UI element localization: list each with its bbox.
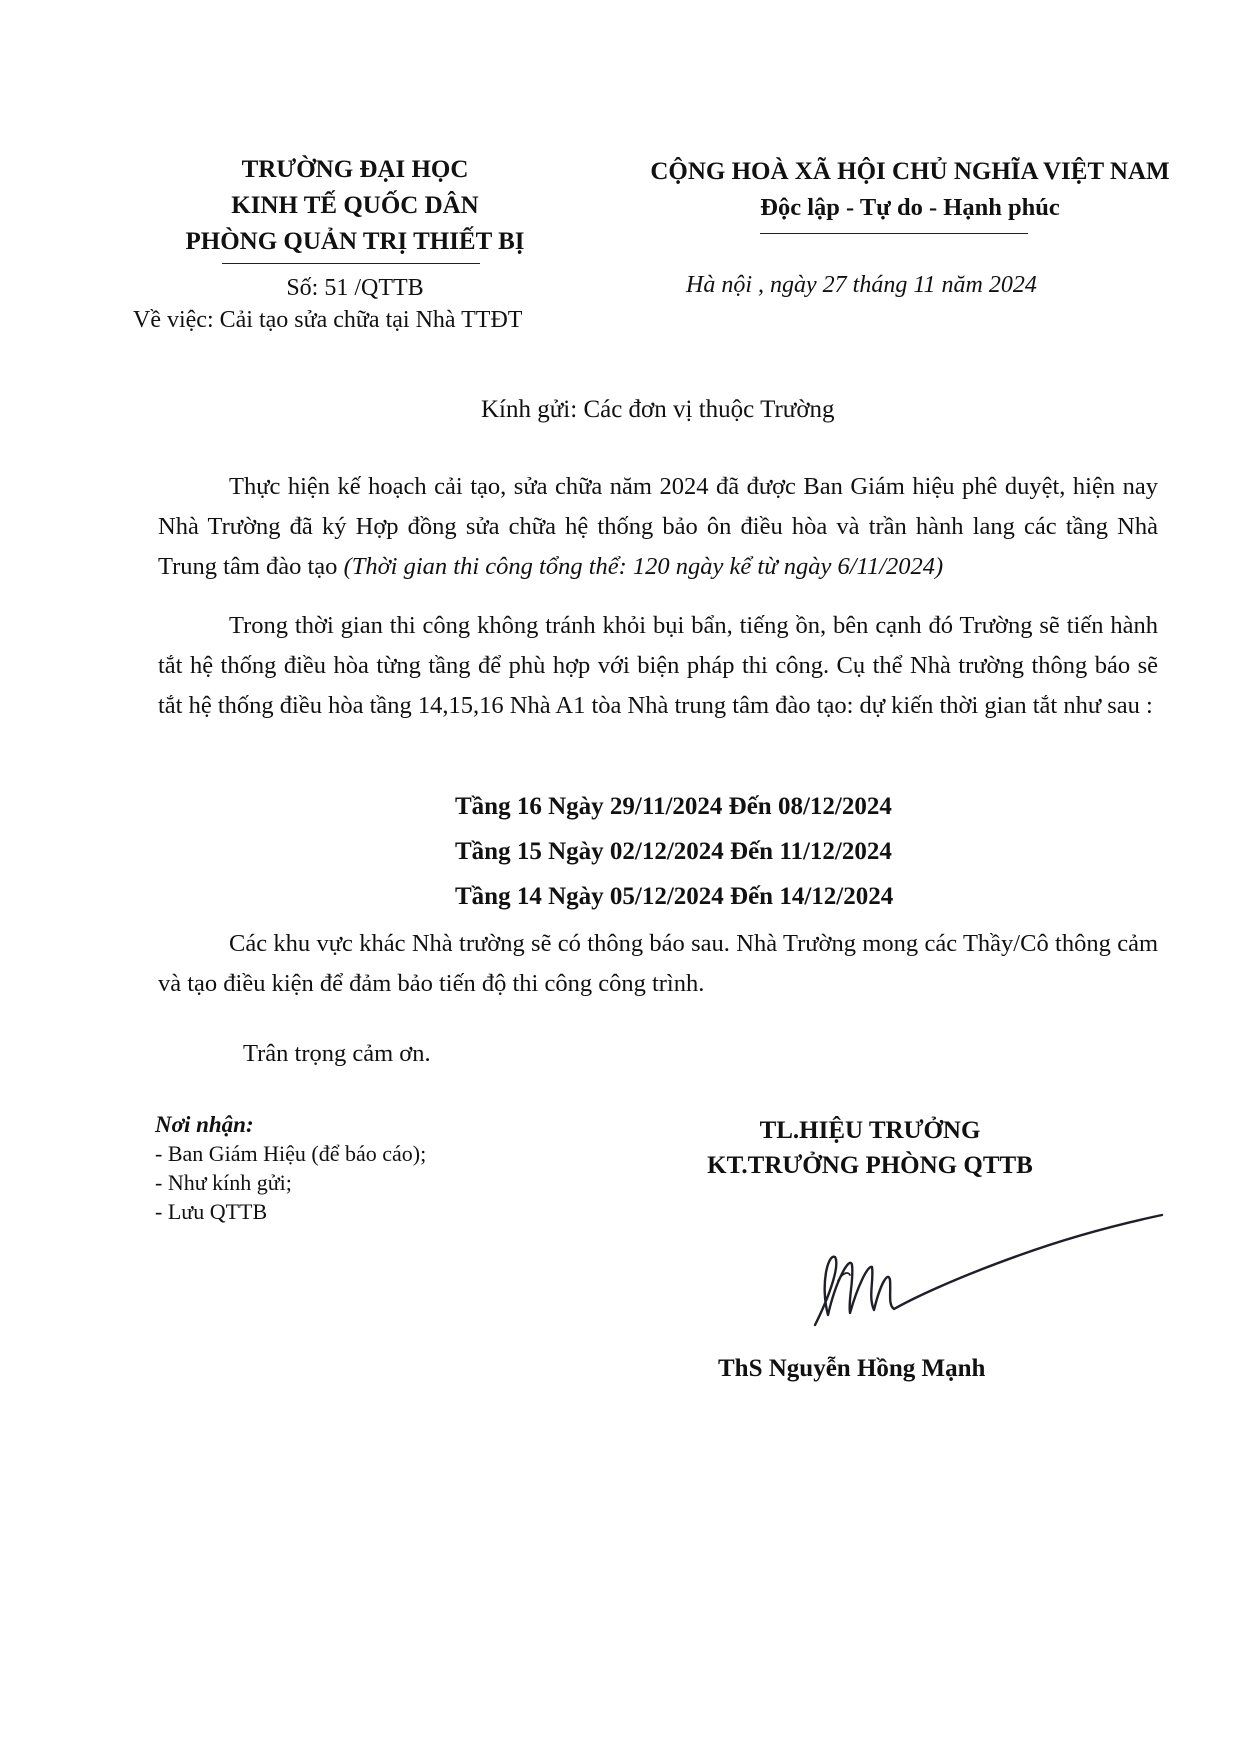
- paragraph-details: Trong thời gian thi công không tránh khỏi bụi bẩn, tiếng ồn, bên cạnh đó Trường sẽ tiến hành tắt hệ thống điều hòa từng tầng để phù hợp với biện pháp thi công. Cụ thể Nhà trường thông báo sẽ tắt hệ thống điều hòa tầng 14,15,16 Nhà A1 tòa Nhà trung tâm đào tạo: dự kiến thời gian tắt như sau :: [158, 612, 1158, 719]
- motto-underline: [760, 233, 1028, 234]
- document-subject: Về việc: Cải tạo sửa chữa tại Nhà TTĐT: [133, 307, 523, 333]
- nation-name: CỘNG HOÀ XÃ HỘI CHỦ NGHĨA VIỆT NAM: [650, 158, 1170, 185]
- recipient-item: - Lưu QTTB: [155, 1199, 268, 1224]
- signer-name: ThS Nguyễn Hồng Mạnh: [718, 1355, 986, 1382]
- paragraph-followup: Các khu vực khác Nhà trường sẽ có thông báo sau. Nhà Trường mong các Thầy/Cô thông cảm và tạo điều kiện để đảm bảo tiến độ thi công công trình.: [158, 930, 1158, 997]
- schedule-list: [455, 784, 893, 919]
- schedule-item-floor-15: Tầng 15 Ngày 02/12/2024 Đến 11/12/2024: [455, 838, 892, 865]
- signature-title-block: [680, 1113, 1060, 1183]
- signature-title-1: TL.HIỆU TRƯỞNG: [759, 1117, 981, 1144]
- national-header: [600, 154, 1220, 226]
- schedule-item-floor-14: Tầng 14 Ngày 05/12/2024 Đến 14/12/2024: [455, 883, 894, 910]
- schedule-item-floor-16: Tầng 16 Ngày 29/11/2024 Đến 08/12/2024: [455, 793, 892, 820]
- handwritten-signature: [770, 1185, 1170, 1345]
- closing: Trân trọng cảm ơn.: [243, 1040, 431, 1067]
- recipient-item: - Như kính gửi;: [155, 1170, 292, 1195]
- national-motto: Độc lập - Tự do - Hạnh phúc: [760, 194, 1060, 221]
- place-date: Hà nội , ngày 27 tháng 11 năm 2024: [686, 272, 1037, 298]
- construction-period-note: (Thời gian thi công tổng thể: 120 ngày kể từ ngày 6/11/2024): [343, 553, 944, 580]
- document-number: Số: 51 /QTTB: [286, 275, 424, 301]
- recipients-title: Nơi nhận:: [155, 1112, 254, 1137]
- signature-title-2: KT.TRƯỞNG PHÒNG QTTB: [707, 1152, 1033, 1179]
- recipients-block: [155, 1110, 426, 1226]
- organization-block: [160, 152, 550, 260]
- org-department: PHÒNG QUẢN TRỊ THIẾT BỊ: [185, 228, 525, 255]
- paragraph-intro: Thực hiện kế hoạch cải tạo, sửa chữa năm 2024 đã được Ban Giám hiệu phê duyệt, hiện nay Nhà Trường đã ký Hợp đồng sửa chữa hệ thống bảo ôn điều hòa và trần hành lang các tầng Nhà Trung tâm đào tạo (Thời gian thi công tổng thể: 120 ngày kể từ ngày 6/11/2024): [158, 473, 1158, 580]
- org-university: TRƯỜNG ĐẠI HỌC: [241, 156, 469, 183]
- org-university-name: KINH TẾ QUỐC DÂN: [231, 192, 479, 219]
- org-underline: [222, 263, 480, 264]
- salutation: Kính gửi: Các đơn vị thuộc Trường: [481, 396, 835, 423]
- recipient-item: - Ban Giám Hiệu (để báo cáo);: [155, 1141, 427, 1166]
